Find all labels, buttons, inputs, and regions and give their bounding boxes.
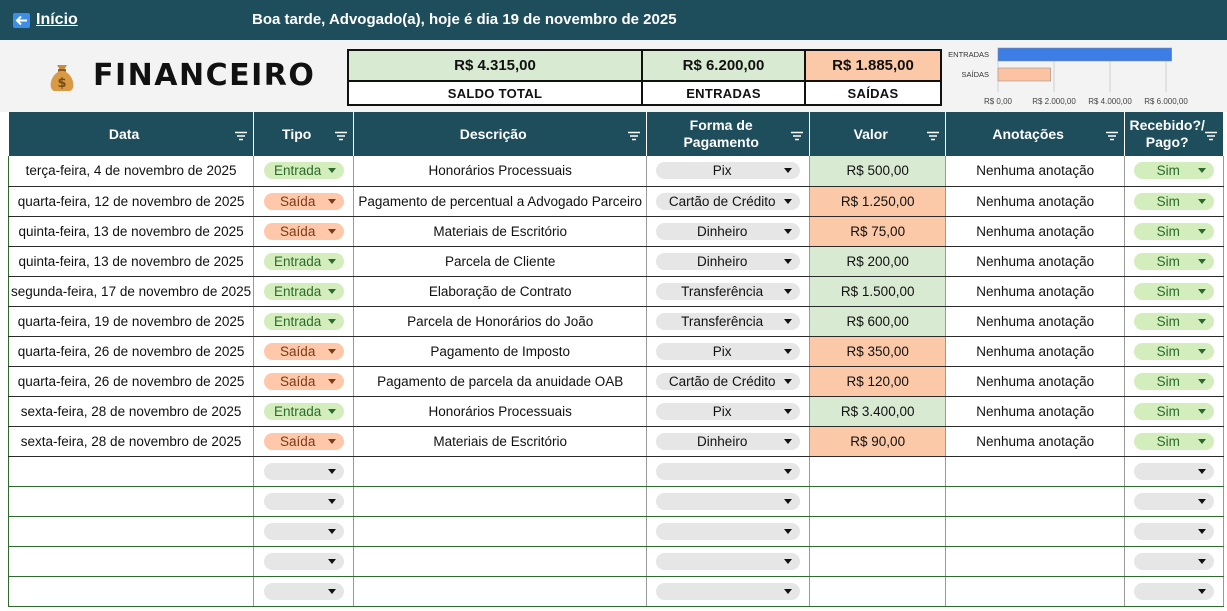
forma-pagamento-select[interactable] (656, 583, 800, 600)
header-descricao (354, 112, 647, 156)
chart-x-tick-label: R$ 2.000,00 (1032, 97, 1076, 106)
dropdown-arrow-icon (784, 199, 792, 204)
dropdown-arrow-icon (784, 589, 792, 594)
cell-anotacoes[interactable]: Nenhuma anotação (946, 186, 1125, 216)
cell-data[interactable]: sexta-feira, 28 de novembro de 2025 (9, 396, 254, 426)
cell-tipo (254, 486, 354, 516)
chart-bar (998, 68, 1051, 81)
cell-forma-pagamento (647, 306, 810, 336)
dropdown-arrow-icon (1198, 289, 1206, 294)
recebido-pago-select-label: Sim (1156, 343, 1180, 359)
cell-anotacoes[interactable] (946, 516, 1125, 546)
table-header-row (9, 112, 1224, 156)
cell-descricao[interactable]: Pagamento de Imposto (354, 336, 647, 366)
cell-valor[interactable]: R$ 1.500,00 (810, 276, 946, 306)
chart-bar (998, 48, 1172, 61)
tipo-select[interactable] (264, 253, 344, 270)
cell-descricao[interactable] (354, 456, 647, 486)
cell-tipo (254, 306, 354, 336)
recebido-pago-select[interactable] (1134, 162, 1214, 179)
cell-forma-pagamento (647, 336, 810, 366)
cell-forma-pagamento (647, 546, 810, 576)
cell-data[interactable]: quarta-feira, 26 de novembro de 2025 (9, 336, 254, 366)
forma-pagamento-select[interactable] (656, 553, 800, 570)
cell-anotacoes[interactable]: Nenhuma anotação (946, 276, 1125, 306)
cell-tipo (254, 516, 354, 546)
recebido-pago-select[interactable] (1134, 223, 1214, 240)
tipo-select-label: Entrada (274, 163, 322, 179)
dropdown-arrow-icon (1198, 529, 1206, 534)
dropdown-arrow-icon (1198, 259, 1206, 264)
cell-anotacoes[interactable]: Nenhuma anotação (946, 156, 1125, 186)
cell-forma-pagamento (647, 186, 810, 216)
dropdown-arrow-icon (1198, 499, 1206, 504)
cell-forma-pagamento (647, 156, 810, 186)
tipo-select[interactable] (264, 523, 344, 540)
home-link[interactable] (13, 10, 78, 30)
header-label: Descrição (459, 125, 527, 142)
cell-recebido-pago (1125, 576, 1224, 606)
cell-anotacoes[interactable]: Nenhuma anotação (946, 216, 1125, 246)
dropdown-arrow-icon (328, 319, 336, 324)
dropdown-arrow-icon (1198, 349, 1206, 354)
cell-valor[interactable]: R$ 75,00 (810, 216, 946, 246)
cell-valor[interactable]: R$ 1.250,00 (810, 186, 946, 216)
forma-pagamento-select[interactable] (656, 193, 800, 210)
cell-anotacoes[interactable] (946, 456, 1125, 486)
cell-descricao[interactable]: Parcela de Honorários do João (354, 306, 647, 336)
cell-recebido-pago (1125, 366, 1224, 396)
forma-pagamento-select-label: Pix (712, 163, 732, 179)
cell-descricao[interactable]: Honorários Processuais (354, 396, 647, 426)
saidas-label: SAÍDAS (805, 81, 941, 105)
table-row (9, 156, 1224, 186)
cell-tipo (254, 156, 354, 186)
tipo-select-label: Entrada (274, 283, 322, 299)
table-row (9, 276, 1224, 306)
summary-table (347, 49, 942, 106)
dropdown-arrow-icon (328, 529, 336, 534)
recebido-pago-select[interactable] (1134, 463, 1214, 480)
forma-pagamento-select[interactable] (656, 403, 800, 420)
cell-data[interactable]: segunda-feira, 17 de novembro de 2025 (9, 276, 254, 306)
header-label: Data (108, 125, 140, 142)
header-tipo (254, 112, 354, 156)
table-row (9, 216, 1224, 246)
cell-tipo (254, 216, 354, 246)
recebido-pago-select[interactable] (1134, 583, 1214, 600)
tipo-select[interactable] (264, 373, 344, 390)
cell-tipo (254, 366, 354, 396)
recebido-pago-select-label: Sim (1156, 283, 1180, 299)
cell-anotacoes[interactable]: Nenhuma anotação (946, 336, 1125, 366)
cell-anotacoes[interactable]: Nenhuma anotação (946, 396, 1125, 426)
forma-pagamento-select[interactable] (656, 493, 800, 510)
recebido-pago-select-label: Sim (1156, 313, 1180, 329)
tipo-select[interactable] (264, 283, 344, 300)
header-label: Recebido?/ Pago? (1129, 117, 1205, 150)
saidas-value: R$ 1.885,00 (805, 50, 941, 81)
tipo-select[interactable] (264, 343, 344, 360)
recebido-pago-select-label: Sim (1156, 373, 1180, 389)
cell-descricao[interactable]: Pagamento de percentual a Advogado Parceiro (354, 186, 647, 216)
forma-pagamento-select-label: Dinheiro (697, 223, 748, 239)
cell-anotacoes[interactable] (946, 486, 1125, 516)
dropdown-arrow-icon (784, 349, 792, 354)
tipo-select[interactable] (264, 493, 344, 510)
forma-pagamento-select-label: Transferência (681, 313, 764, 329)
dropdown-arrow-icon (1198, 409, 1206, 414)
cell-data[interactable]: quarta-feira, 26 de novembro de 2025 (9, 366, 254, 396)
dropdown-arrow-icon (1198, 379, 1206, 384)
recebido-pago-select[interactable] (1134, 493, 1214, 510)
empty-row (9, 486, 1224, 516)
dropdown-arrow-icon (328, 439, 336, 444)
dropdown-arrow-icon (1198, 168, 1206, 173)
forma-pagamento-select[interactable] (656, 283, 800, 300)
recebido-pago-select[interactable] (1134, 283, 1214, 300)
tipo-select-label: Entrada (274, 403, 322, 419)
dropdown-arrow-icon (328, 589, 336, 594)
cell-data[interactable] (9, 576, 254, 606)
dropdown-arrow-icon (784, 529, 792, 534)
dropdown-arrow-icon (328, 259, 336, 264)
forma-pagamento-select-label: Pix (712, 343, 732, 359)
chart-x-tick-label: R$ 0,00 (983, 97, 1013, 106)
dropdown-arrow-icon (328, 379, 336, 384)
entradas-saidas-chart (940, 46, 1200, 110)
cell-data[interactable] (9, 546, 254, 576)
recebido-pago-select[interactable] (1134, 523, 1214, 540)
cell-forma-pagamento (647, 396, 810, 426)
money-bag-icon (47, 59, 77, 93)
forma-pagamento-select[interactable] (656, 343, 800, 360)
filter-icon[interactable] (1205, 128, 1217, 138)
cell-anotacoes[interactable]: Nenhuma anotação (946, 426, 1125, 456)
cell-recebido-pago (1125, 396, 1224, 426)
cell-data[interactable]: quinta-feira, 13 de novembro de 2025 (9, 246, 254, 276)
cell-data[interactable]: terça-feira, 4 de novembro de 2025 (9, 156, 254, 186)
saldo-total-value: R$ 4.315,00 (348, 50, 642, 81)
tipo-select-label: Saída (280, 433, 316, 449)
home-link-label: Início (36, 11, 78, 28)
filter-icon[interactable] (235, 128, 247, 138)
cell-tipo (254, 186, 354, 216)
chart-category-label: SAÍDAS (961, 70, 989, 79)
tipo-select[interactable] (264, 313, 344, 330)
dropdown-arrow-icon (784, 379, 792, 384)
back-arrow-icon (13, 13, 30, 28)
recebido-pago-select[interactable] (1134, 343, 1214, 360)
filter-icon[interactable] (1106, 128, 1118, 138)
dropdown-arrow-icon (328, 499, 336, 504)
dropdown-arrow-icon (328, 289, 336, 294)
tipo-select-label: Entrada (274, 253, 322, 269)
cell-valor[interactable]: R$ 350,00 (810, 336, 946, 366)
cell-recebido-pago (1125, 546, 1224, 576)
cell-forma-pagamento (647, 426, 810, 456)
chart-category-label: ENTRADAS (948, 50, 989, 59)
cell-descricao[interactable]: Parcela de Cliente (354, 246, 647, 276)
filter-icon[interactable] (335, 128, 347, 138)
table-row (9, 426, 1224, 456)
cell-anotacoes[interactable] (946, 546, 1125, 576)
dropdown-arrow-icon (784, 319, 792, 324)
forma-pagamento-select-label: Dinheiro (697, 433, 748, 449)
recebido-pago-select-label: Sim (1156, 433, 1180, 449)
dropdown-arrow-icon (784, 499, 792, 504)
cell-anotacoes[interactable]: Nenhuma anotação (946, 366, 1125, 396)
cell-valor[interactable]: R$ 500,00 (810, 156, 946, 186)
cell-anotacoes[interactable]: Nenhuma anotação (946, 306, 1125, 336)
tipo-select[interactable] (264, 583, 344, 600)
greeting-text: Boa tarde, Advogado(a), hoje é dia 19 de novembro de 2025 (252, 11, 677, 28)
cell-forma-pagamento (647, 366, 810, 396)
dropdown-arrow-icon (784, 409, 792, 414)
forma-pagamento-select-label: Transferência (681, 283, 764, 299)
transactions-table (8, 112, 1224, 607)
forma-pagamento-select-label: Cartão de Crédito (668, 373, 776, 389)
forma-pagamento-select[interactable] (656, 373, 800, 390)
cell-recebido-pago (1125, 306, 1224, 336)
cell-data[interactable]: quarta-feira, 19 de novembro de 2025 (9, 306, 254, 336)
table-row (9, 246, 1224, 276)
dropdown-arrow-icon (784, 469, 792, 474)
table-row (9, 186, 1224, 216)
cell-descricao[interactable] (354, 516, 647, 546)
recebido-pago-select[interactable] (1134, 253, 1214, 270)
cell-tipo (254, 396, 354, 426)
cell-tipo (254, 576, 354, 606)
recebido-pago-select-label: Sim (1156, 223, 1180, 239)
recebido-pago-select-label: Sim (1156, 193, 1180, 209)
header-label: Valor (853, 125, 888, 142)
cell-recebido-pago (1125, 186, 1224, 216)
tipo-select-label: Entrada (274, 313, 322, 329)
forma-pagamento-select[interactable] (656, 433, 800, 450)
dropdown-arrow-icon (328, 469, 336, 474)
recebido-pago-select[interactable] (1134, 553, 1214, 570)
cell-descricao[interactable]: Elaboração de Contrato (354, 276, 647, 306)
tipo-select[interactable] (264, 433, 344, 450)
cell-forma-pagamento (647, 486, 810, 516)
cell-data[interactable] (9, 486, 254, 516)
dropdown-arrow-icon (1198, 229, 1206, 234)
cell-descricao[interactable]: Materiais de Escritório (354, 216, 647, 246)
cell-valor[interactable] (810, 546, 946, 576)
cell-anotacoes[interactable]: Nenhuma anotação (946, 246, 1125, 276)
forma-pagamento-select-label: Dinheiro (697, 253, 748, 269)
cell-recebido-pago (1125, 516, 1224, 546)
chart-x-tick-label: R$ 6.000,00 (1144, 97, 1188, 106)
header-data (9, 112, 254, 156)
table-row (9, 306, 1224, 336)
header-valor (810, 112, 946, 156)
cell-forma-pagamento (647, 216, 810, 246)
forma-pagamento-select-label: Pix (712, 403, 732, 419)
cell-data[interactable] (9, 456, 254, 486)
cell-tipo (254, 336, 354, 366)
forma-pagamento-select[interactable] (656, 313, 800, 330)
dropdown-arrow-icon (784, 559, 792, 564)
dropdown-arrow-icon (784, 289, 792, 294)
dropdown-arrow-icon (328, 559, 336, 564)
cell-data[interactable]: quinta-feira, 13 de novembro de 2025 (9, 216, 254, 246)
cell-forma-pagamento (647, 276, 810, 306)
dropdown-arrow-icon (1198, 439, 1206, 444)
dropdown-arrow-icon (1198, 319, 1206, 324)
cell-valor[interactable] (810, 486, 946, 516)
cell-data[interactable]: quarta-feira, 12 de novembro de 2025 (9, 186, 254, 216)
cell-valor[interactable] (810, 456, 946, 486)
cell-valor[interactable] (810, 516, 946, 546)
forma-pagamento-select-label: Cartão de Crédito (668, 193, 776, 209)
header-label: Anotações (992, 125, 1064, 142)
tipo-select[interactable] (264, 162, 344, 179)
cell-tipo (254, 426, 354, 456)
page-title: FINANCEIRO (93, 58, 316, 93)
header-recebido-pago (1125, 112, 1224, 156)
empty-row (9, 456, 1224, 486)
recebido-pago-select[interactable] (1134, 433, 1214, 450)
cell-recebido-pago (1125, 456, 1224, 486)
tipo-select-label: Saída (280, 373, 316, 389)
tipo-select-label: Saída (280, 223, 316, 239)
entradas-label: ENTRADAS (642, 81, 805, 105)
recebido-pago-select[interactable] (1134, 313, 1214, 330)
cell-forma-pagamento (647, 246, 810, 276)
dropdown-arrow-icon (328, 168, 336, 173)
cell-forma-pagamento (647, 576, 810, 606)
cell-recebido-pago (1125, 216, 1224, 246)
saldo-total-label: SALDO TOTAL (348, 81, 642, 105)
dropdown-arrow-icon (784, 168, 792, 173)
dropdown-arrow-icon (784, 229, 792, 234)
header-label: Tipo (282, 125, 312, 142)
cell-descricao[interactable]: Materiais de Escritório (354, 426, 647, 456)
table-row (9, 366, 1224, 396)
dropdown-arrow-icon (1198, 589, 1206, 594)
cell-descricao[interactable]: Honorários Processuais (354, 156, 647, 186)
dropdown-arrow-icon (784, 439, 792, 444)
dropdown-arrow-icon (1198, 469, 1206, 474)
cell-anotacoes[interactable] (946, 576, 1125, 606)
forma-pagamento-select[interactable] (656, 162, 800, 179)
empty-row (9, 546, 1224, 576)
filter-icon[interactable] (791, 128, 803, 138)
filter-icon[interactable] (927, 128, 939, 138)
header-label: Forma de Pagamento (683, 117, 759, 150)
dropdown-arrow-icon (784, 259, 792, 264)
recebido-pago-select[interactable] (1134, 373, 1214, 390)
top-bar (0, 0, 1227, 40)
tipo-select-label: Saída (280, 343, 316, 359)
dropdown-arrow-icon (328, 409, 336, 414)
tipo-select[interactable] (264, 193, 344, 210)
cell-valor[interactable]: R$ 90,00 (810, 426, 946, 456)
forma-pagamento-select[interactable] (656, 463, 800, 480)
cell-forma-pagamento (647, 516, 810, 546)
cell-valor[interactable] (810, 576, 946, 606)
dropdown-arrow-icon (328, 349, 336, 354)
cell-tipo (254, 246, 354, 276)
cell-valor[interactable]: R$ 3.400,00 (810, 396, 946, 426)
cell-descricao[interactable] (354, 546, 647, 576)
cell-tipo (254, 456, 354, 486)
cell-valor[interactable]: R$ 120,00 (810, 366, 946, 396)
empty-row (9, 576, 1224, 606)
cell-data[interactable]: sexta-feira, 28 de novembro de 2025 (9, 426, 254, 456)
table-row (9, 396, 1224, 426)
recebido-pago-select-label: Sim (1156, 163, 1180, 179)
forma-pagamento-select[interactable] (656, 523, 800, 540)
dropdown-arrow-icon (328, 229, 336, 234)
cell-recebido-pago (1125, 246, 1224, 276)
dropdown-arrow-icon (328, 199, 336, 204)
tipo-select[interactable] (264, 463, 344, 480)
filter-icon[interactable] (628, 128, 640, 138)
cell-descricao[interactable]: Pagamento de parcela da anuidade OAB (354, 366, 647, 396)
cell-valor[interactable]: R$ 600,00 (810, 306, 946, 336)
tipo-select[interactable] (264, 553, 344, 570)
cell-recebido-pago (1125, 486, 1224, 516)
tipo-select[interactable] (264, 403, 344, 420)
cell-forma-pagamento (647, 456, 810, 486)
tipo-select[interactable] (264, 223, 344, 240)
recebido-pago-select-label: Sim (1156, 403, 1180, 419)
cell-recebido-pago (1125, 336, 1224, 366)
cell-recebido-pago (1125, 276, 1224, 306)
svg-text:$: $ (57, 75, 67, 91)
tipo-select-label: Saída (280, 193, 316, 209)
logo (47, 58, 315, 93)
table-row (9, 336, 1224, 366)
empty-row (9, 516, 1224, 546)
forma-pagamento-select[interactable] (656, 253, 800, 270)
recebido-pago-select-label: Sim (1156, 253, 1180, 269)
cell-tipo (254, 546, 354, 576)
recebido-pago-select[interactable] (1134, 193, 1214, 210)
header-forma-pagamento (647, 112, 810, 156)
forma-pagamento-select[interactable] (656, 223, 800, 240)
dropdown-arrow-icon (1198, 559, 1206, 564)
entradas-value: R$ 6.200,00 (642, 50, 805, 81)
cell-recebido-pago (1125, 156, 1224, 186)
cell-descricao[interactable] (354, 576, 647, 606)
header-anotacoes (946, 112, 1125, 156)
chart-x-tick-label: R$ 4.000,00 (1088, 97, 1132, 106)
cell-valor[interactable]: R$ 200,00 (810, 246, 946, 276)
cell-tipo (254, 276, 354, 306)
cell-descricao[interactable] (354, 486, 647, 516)
dropdown-arrow-icon (1198, 199, 1206, 204)
cell-recebido-pago (1125, 426, 1224, 456)
cell-data[interactable] (9, 516, 254, 546)
recebido-pago-select[interactable] (1134, 403, 1214, 420)
